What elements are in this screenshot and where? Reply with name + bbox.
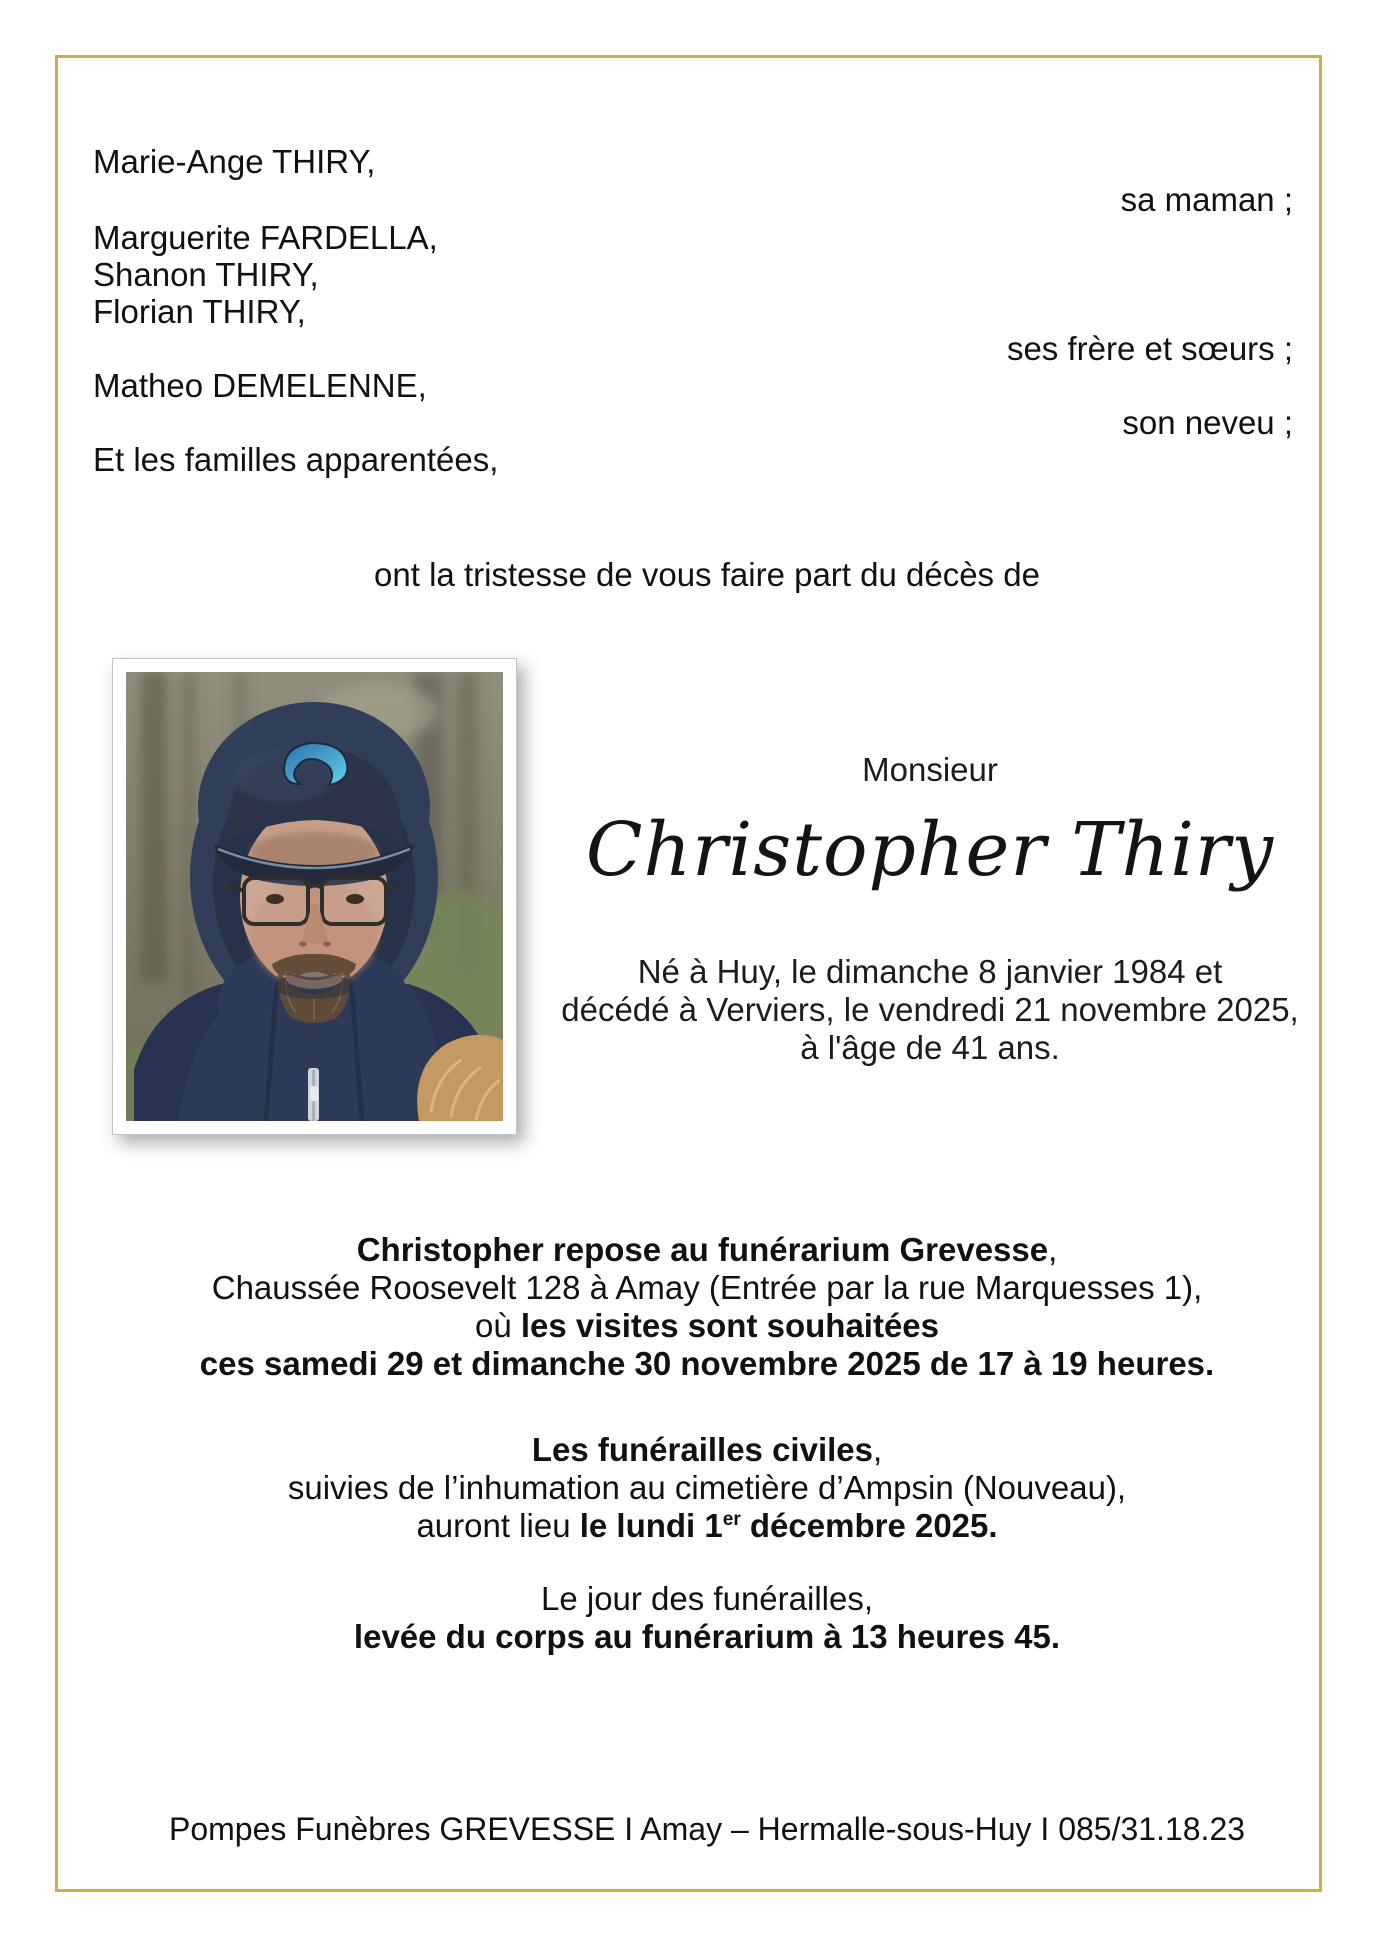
deceased-title: Monsieur	[862, 751, 998, 788]
visitation-address: Chaussée Roosevelt 128 à Amay (Entrée par la rue Marquesses 1),	[211, 1269, 1203, 1306]
visitation-block	[93, 1231, 1321, 1383]
portrait-photo-frame	[112, 658, 517, 1135]
relative-name: Florian THIRY,	[93, 293, 306, 330]
age-line: à l'âge de 41 ans.	[800, 1029, 1060, 1066]
death-line: décédé à Verviers, le vendredi 21 novembre 2025,	[561, 991, 1299, 1028]
relative-name: Marie-Ange THIRY,	[93, 143, 376, 180]
funeral-line-1: Les funérailles civiles,	[531, 1431, 883, 1468]
visitation-line-3: où les visites sont souhaitées	[474, 1307, 940, 1344]
announcement-sentence: ont la tristesse de vous faire part du décès de	[374, 556, 1040, 593]
departure-block	[93, 1580, 1321, 1656]
deceased-name: Christopher Thiry	[585, 807, 1275, 893]
birth-line: Né à Huy, le dimanche 8 janvier 1984 et	[637, 953, 1223, 990]
portrait-of-deceased	[126, 672, 503, 1121]
visitation-line-1: Christopher repose au funérarium Grevesse,	[356, 1231, 1058, 1268]
relative-name: Shanon THIRY,	[93, 256, 319, 293]
birth-death-block	[560, 953, 1300, 1067]
funeral-date-line: auront lieu le lundi 1er décembre 2025.	[416, 1507, 998, 1544]
funerarium-name: Christopher repose au funérarium Grevesse	[356, 1231, 1049, 1268]
relationship-label: sa maman ;	[1120, 181, 1293, 218]
visitation-dates: ces samedi 29 et dimanche 30 novembre 2025 de 17 à 19 heures.	[199, 1345, 1215, 1382]
relationship-label: ses frère et sœurs ;	[1006, 330, 1293, 367]
departure-line-1: Le jour des funérailles,	[540, 1580, 874, 1617]
relative-name: Matheo DEMELENNE,	[93, 367, 427, 404]
ordinal-superscript: er	[722, 1509, 741, 1530]
funeral-block	[93, 1431, 1321, 1545]
burial-line: suivies de l’inhumation au cimetière d’Ampsin (Nouveau),	[287, 1469, 1127, 1506]
funeral-home-footer: Pompes Funèbres GREVESSE I Amay – Hermalle-sous-Huy I 085/31.18.23	[168, 1811, 1246, 1847]
relative-name: Et les familles apparentées,	[93, 441, 499, 478]
relative-name: Marguerite FARDELLA,	[93, 219, 438, 256]
relationship-label: son neveu ;	[1122, 404, 1293, 441]
departure-line-2: levée du corps au funérarium à 13 heures 45.	[353, 1618, 1061, 1655]
